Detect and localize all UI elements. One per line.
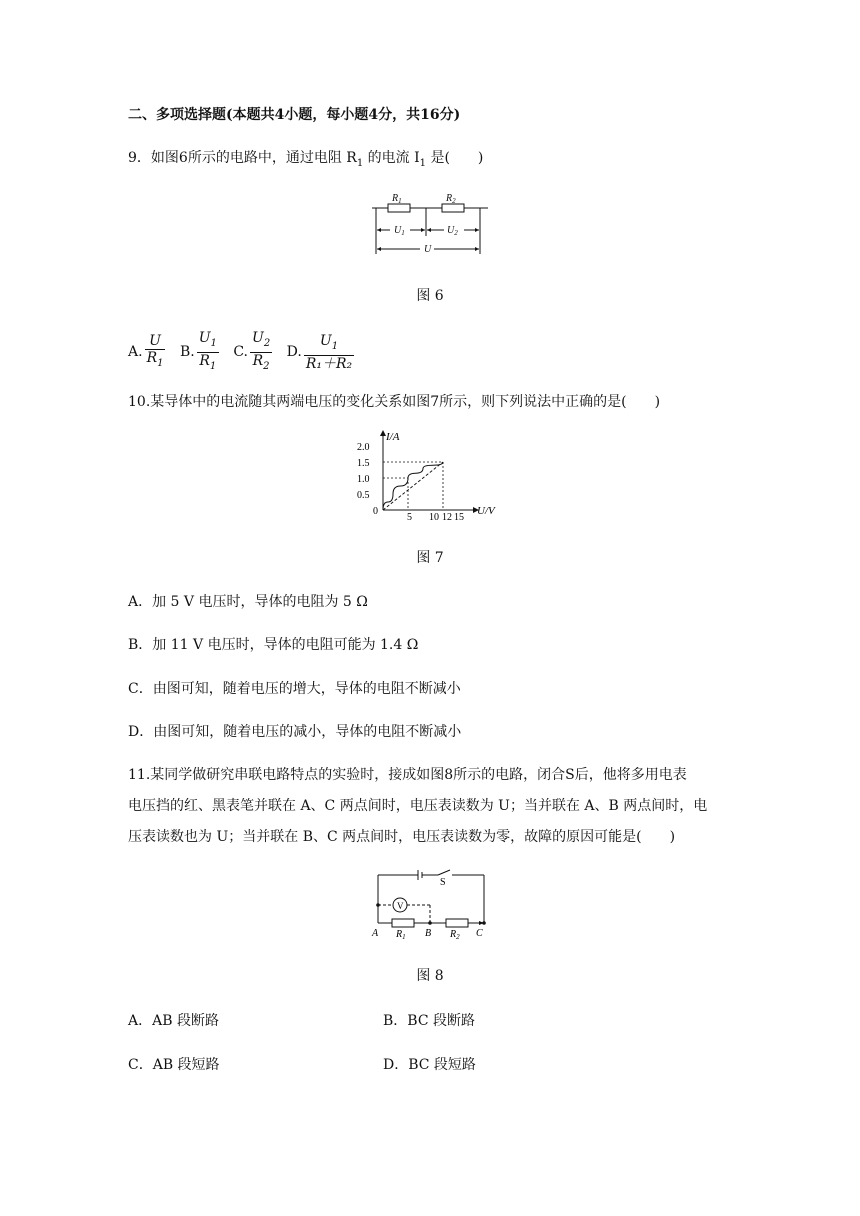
svg-text:U2	[447, 225, 458, 237]
chart7-x-tick-1: 5	[407, 512, 412, 522]
question-11-stem-line-1: 11.某同学做研究串联电路特点的实验时，接成如图8所示的电路，闭合S后，他将多用电表	[128, 767, 687, 783]
q9-stem-sub: 1	[356, 157, 364, 169]
figure-6-caption: 图 6	[416, 288, 444, 304]
q11-option-c: C．AB 段短路	[128, 1057, 220, 1073]
q9-stem-mid: 的电流 I	[363, 150, 420, 166]
fig6-u1-label: U	[394, 225, 402, 236]
q9-option-c: C. $\frac{U_2}{R_2}$	[233, 330, 271, 372]
q9-option-b: B. $\frac{U_1}{R_1}$	[179, 330, 217, 372]
fig6-u2-sub: 2	[454, 229, 458, 237]
fig8-r2-sub: 2	[456, 933, 460, 940]
svg-text:U1	[394, 225, 405, 237]
svg-text:R1	[391, 193, 402, 205]
chart7-y-tick-1: 0.5	[357, 490, 370, 501]
svg-text:R2	[449, 929, 460, 940]
chart7-x-tick-4: 15	[454, 512, 464, 522]
fig6-r1-label: R	[392, 193, 399, 204]
fig6-u2-label: U	[447, 225, 455, 236]
q9-stem-start: 9．如图6所示的电路中，通过电阻 R	[128, 150, 357, 166]
figure-8-caption: 图 8	[416, 968, 444, 984]
figure-7-caption: 图 7	[416, 550, 444, 566]
q10-option-a: A．加 5 V 电压时，导体的电阻为 5 Ω	[128, 594, 368, 610]
figure-8-circuit	[368, 866, 496, 940]
fig8-switch-label: S	[440, 877, 446, 888]
section-title: 二、多项选择题(本题共4小题，每小题4分，共16分)	[128, 107, 461, 123]
fig8-c-label: C	[476, 928, 483, 939]
q10-option-b: B．加 11 V 电压时，导体的电阻可能为 1.4 Ω	[128, 637, 419, 653]
figure-6-circuit	[368, 188, 493, 258]
fig8-r1-sub: 1	[402, 933, 406, 940]
svg-text:R1	[395, 929, 406, 940]
fig6-r2-sub: 2	[452, 197, 456, 205]
fig8-b-label: B	[425, 928, 432, 939]
chart7-origin: 0	[373, 506, 378, 517]
q9-option-a: A. $\frac{U}{R_1}$	[128, 332, 164, 369]
chart7-ylabel: I/A	[386, 431, 400, 443]
chart7-x-tick-2: 10	[429, 512, 439, 522]
q11-option-b: B．BC 段断路	[383, 1013, 475, 1029]
q11-option-a: A．AB 段断路	[128, 1013, 219, 1029]
fig6-u-label: U	[424, 244, 432, 255]
q9-option-d: D. $\frac{U_1}{\text{R₁＋R₂}}$	[286, 332, 353, 372]
chart7-series-dashed-line	[383, 462, 443, 510]
fig6-r2-label: R	[446, 193, 453, 204]
fig8-voltmeter-label: V	[397, 901, 404, 911]
question-9-options	[128, 330, 356, 375]
q9-stem-end: 是( )	[426, 150, 484, 166]
q9-stem-sub2: 1	[419, 157, 426, 169]
q11-option-d: D．BC 段短路	[383, 1057, 476, 1073]
figure-7-chart	[355, 428, 505, 522]
svg-text:R2	[445, 193, 456, 205]
chart7-y-tick-2: 1.0	[357, 474, 370, 485]
fig8-r1-label: R	[396, 929, 403, 940]
question-11-stem-line-2: 电压挡的红、黑表笔并联在 A、C 两点间时，电压表读数为 U；当并联在 A、B 两点间时，电	[128, 798, 708, 814]
chart7-xlabel: U/V	[477, 505, 495, 517]
fig8-a-label: A	[372, 928, 379, 939]
chart7-y-tick-3: 1.5	[357, 458, 370, 469]
q10-option-c: C．由图可知，随着电压的增大，导体的电阻不断减小	[128, 681, 461, 697]
question-10-stem: 10.某导体中的电流随其两端电压的变化关系如图7所示，则下列说法中正确的是( )	[128, 394, 661, 410]
chart7-x-tick-3: 12	[442, 512, 452, 522]
q10-option-d: D．由图可知，随着电压的减小，导体的电阻不断减小	[128, 724, 462, 740]
chart7-y-tick-4: 2.0	[357, 442, 370, 453]
question-11-stem-line-3: 压表读数也为 U；当并联在 B、C 两点间时，电压表读数为零，故障的原因可能是( )	[128, 829, 676, 845]
question-9-stem	[128, 148, 483, 174]
fig6-r1-sub: 1	[398, 197, 402, 205]
fig8-r2-label: R	[450, 929, 457, 940]
fig6-u1-sub: 1	[401, 229, 405, 237]
